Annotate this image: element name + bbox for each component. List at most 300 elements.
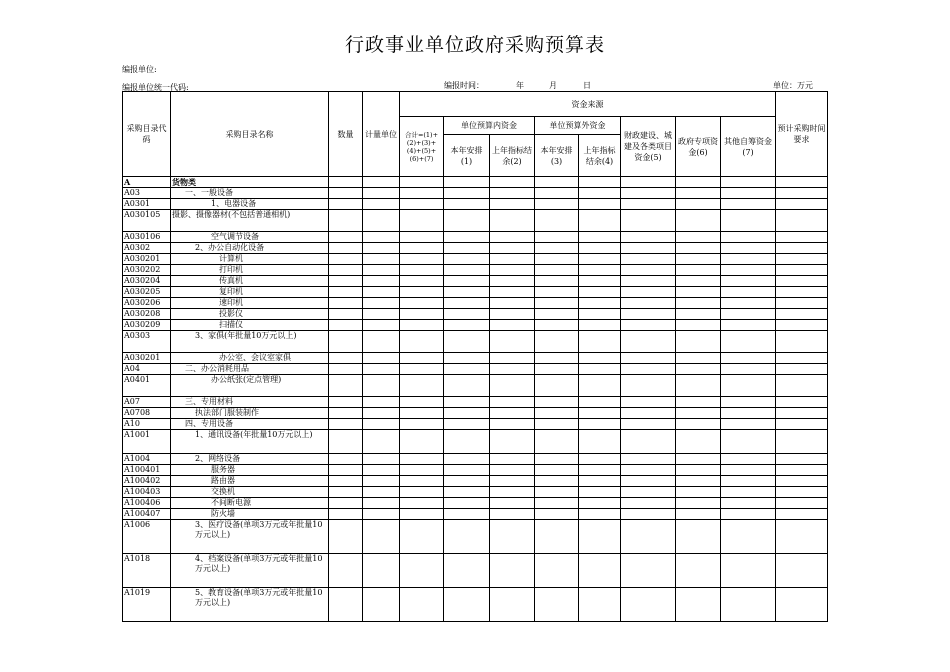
row-cell[interactable] <box>490 509 535 520</box>
row-cell[interactable] <box>363 309 400 320</box>
row-cell[interactable] <box>676 276 721 287</box>
row-cell[interactable] <box>444 465 490 476</box>
row-cell[interactable] <box>444 419 490 430</box>
row-cell[interactable] <box>621 498 676 509</box>
row-cell[interactable] <box>444 210 490 232</box>
row-cell[interactable] <box>776 177 828 188</box>
row-cell[interactable] <box>579 588 621 622</box>
row-cell[interactable] <box>776 375 828 397</box>
row-cell[interactable] <box>676 419 721 430</box>
row-cell[interactable] <box>535 588 579 622</box>
row-cell[interactable] <box>535 465 579 476</box>
row-cell[interactable] <box>676 487 721 498</box>
row-cell[interactable] <box>363 520 400 554</box>
row-cell[interactable] <box>444 254 490 265</box>
row-cell[interactable] <box>579 476 621 487</box>
row-cell[interactable] <box>579 254 621 265</box>
row-cell[interactable] <box>363 243 400 254</box>
row-cell[interactable] <box>621 199 676 210</box>
row-cell[interactable] <box>329 520 363 554</box>
row-cell[interactable] <box>776 210 828 232</box>
row-cell[interactable] <box>535 430 579 454</box>
row-cell[interactable] <box>329 210 363 232</box>
row-cell[interactable] <box>621 243 676 254</box>
row-cell[interactable] <box>363 364 400 375</box>
row-cell[interactable] <box>490 353 535 364</box>
row-cell[interactable] <box>535 309 579 320</box>
row-cell[interactable] <box>579 375 621 397</box>
row-cell[interactable] <box>444 454 490 465</box>
row-cell[interactable] <box>721 243 776 254</box>
row-cell[interactable] <box>676 243 721 254</box>
row-cell[interactable] <box>621 408 676 419</box>
row-cell[interactable] <box>490 520 535 554</box>
row-cell[interactable] <box>721 309 776 320</box>
row-cell[interactable] <box>776 199 828 210</box>
row-cell[interactable] <box>721 353 776 364</box>
row-cell[interactable] <box>579 554 621 588</box>
row-cell[interactable] <box>535 210 579 232</box>
row-cell[interactable] <box>444 287 490 298</box>
row-cell[interactable] <box>676 430 721 454</box>
row-cell[interactable] <box>490 364 535 375</box>
row-cell[interactable] <box>329 177 363 188</box>
row-cell[interactable] <box>579 353 621 364</box>
row-cell[interactable] <box>621 520 676 554</box>
row-cell[interactable] <box>444 188 490 199</box>
row-cell[interactable] <box>444 408 490 419</box>
row-cell[interactable] <box>400 353 444 364</box>
row-cell[interactable] <box>579 487 621 498</box>
row-cell[interactable] <box>776 454 828 465</box>
row-cell[interactable] <box>676 287 721 298</box>
row-cell[interactable] <box>490 498 535 509</box>
row-cell[interactable] <box>363 320 400 331</box>
row-cell[interactable] <box>776 188 828 199</box>
row-cell[interactable] <box>363 588 400 622</box>
row-cell[interactable] <box>721 254 776 265</box>
row-cell[interactable] <box>400 276 444 287</box>
row-cell[interactable] <box>363 177 400 188</box>
row-cell[interactable] <box>444 364 490 375</box>
row-cell[interactable] <box>444 309 490 320</box>
row-cell[interactable] <box>400 265 444 276</box>
row-cell[interactable] <box>776 276 828 287</box>
row-cell[interactable] <box>444 232 490 243</box>
row-cell[interactable] <box>579 298 621 309</box>
row-cell[interactable] <box>721 520 776 554</box>
row-cell[interactable] <box>444 397 490 408</box>
row-cell[interactable] <box>776 287 828 298</box>
row-cell[interactable] <box>776 232 828 243</box>
row-cell[interactable] <box>621 554 676 588</box>
row-cell[interactable] <box>721 476 776 487</box>
row-cell[interactable] <box>400 188 444 199</box>
row-cell[interactable] <box>621 465 676 476</box>
row-cell[interactable] <box>490 430 535 454</box>
row-cell[interactable] <box>400 232 444 243</box>
row-cell[interactable] <box>329 188 363 199</box>
row-cell[interactable] <box>329 498 363 509</box>
row-cell[interactable] <box>676 408 721 419</box>
row-cell[interactable] <box>444 353 490 364</box>
row-cell[interactable] <box>490 309 535 320</box>
row-cell[interactable] <box>363 408 400 419</box>
row-cell[interactable] <box>444 554 490 588</box>
row-cell[interactable] <box>444 375 490 397</box>
row-cell[interactable] <box>329 265 363 276</box>
row-cell[interactable] <box>363 465 400 476</box>
row-cell[interactable] <box>535 177 579 188</box>
row-cell[interactable] <box>329 487 363 498</box>
row-cell[interactable] <box>535 454 579 465</box>
row-cell[interactable] <box>400 298 444 309</box>
row-cell[interactable] <box>329 476 363 487</box>
row-cell[interactable] <box>329 419 363 430</box>
row-cell[interactable] <box>535 287 579 298</box>
row-cell[interactable] <box>535 232 579 243</box>
row-cell[interactable] <box>400 254 444 265</box>
row-cell[interactable] <box>721 554 776 588</box>
row-cell[interactable] <box>363 397 400 408</box>
row-cell[interactable] <box>444 430 490 454</box>
row-cell[interactable] <box>490 199 535 210</box>
row-cell[interactable] <box>721 320 776 331</box>
row-cell[interactable] <box>363 554 400 588</box>
row-cell[interactable] <box>535 199 579 210</box>
row-cell[interactable] <box>721 465 776 476</box>
row-cell[interactable] <box>444 520 490 554</box>
row-cell[interactable] <box>363 454 400 465</box>
row-cell[interactable] <box>676 210 721 232</box>
row-cell[interactable] <box>400 588 444 622</box>
row-cell[interactable] <box>535 487 579 498</box>
row-cell[interactable] <box>579 276 621 287</box>
row-cell[interactable] <box>676 254 721 265</box>
row-cell[interactable] <box>776 554 828 588</box>
row-cell[interactable] <box>579 232 621 243</box>
row-cell[interactable] <box>400 309 444 320</box>
row-cell[interactable] <box>676 232 721 243</box>
row-cell[interactable] <box>535 276 579 287</box>
row-cell[interactable] <box>444 265 490 276</box>
row-cell[interactable] <box>579 210 621 232</box>
row-cell[interactable] <box>490 588 535 622</box>
row-cell[interactable] <box>400 397 444 408</box>
row-cell[interactable] <box>676 309 721 320</box>
row-cell[interactable] <box>400 520 444 554</box>
row-cell[interactable] <box>535 188 579 199</box>
row-cell[interactable] <box>363 419 400 430</box>
row-cell[interactable] <box>579 320 621 331</box>
row-cell[interactable] <box>776 408 828 419</box>
row-cell[interactable] <box>776 520 828 554</box>
row-cell[interactable] <box>621 419 676 430</box>
row-cell[interactable] <box>579 430 621 454</box>
row-cell[interactable] <box>490 397 535 408</box>
row-cell[interactable] <box>676 199 721 210</box>
row-cell[interactable] <box>721 276 776 287</box>
row-cell[interactable] <box>400 465 444 476</box>
row-cell[interactable] <box>363 265 400 276</box>
row-cell[interactable] <box>621 430 676 454</box>
row-cell[interactable] <box>676 520 721 554</box>
row-cell[interactable] <box>400 210 444 232</box>
row-cell[interactable] <box>490 487 535 498</box>
row-cell[interactable] <box>400 199 444 210</box>
row-cell[interactable] <box>676 364 721 375</box>
row-cell[interactable] <box>400 419 444 430</box>
row-cell[interactable] <box>535 331 579 353</box>
row-cell[interactable] <box>400 243 444 254</box>
row-cell[interactable] <box>621 588 676 622</box>
row-cell[interactable] <box>535 397 579 408</box>
row-cell[interactable] <box>579 498 621 509</box>
row-cell[interactable] <box>490 210 535 232</box>
row-cell[interactable] <box>490 408 535 419</box>
row-cell[interactable] <box>363 188 400 199</box>
row-cell[interactable] <box>490 554 535 588</box>
row-cell[interactable] <box>721 364 776 375</box>
row-cell[interactable] <box>621 210 676 232</box>
row-cell[interactable] <box>579 419 621 430</box>
row-cell[interactable] <box>329 199 363 210</box>
row-cell[interactable] <box>329 243 363 254</box>
row-cell[interactable] <box>621 331 676 353</box>
row-cell[interactable] <box>676 465 721 476</box>
row-cell[interactable] <box>444 177 490 188</box>
row-cell[interactable] <box>676 177 721 188</box>
row-cell[interactable] <box>776 364 828 375</box>
row-cell[interactable] <box>676 375 721 397</box>
row-cell[interactable] <box>776 353 828 364</box>
row-cell[interactable] <box>400 487 444 498</box>
row-cell[interactable] <box>535 498 579 509</box>
row-cell[interactable] <box>721 408 776 419</box>
row-cell[interactable] <box>676 454 721 465</box>
row-cell[interactable] <box>621 397 676 408</box>
row-cell[interactable] <box>363 199 400 210</box>
row-cell[interactable] <box>776 430 828 454</box>
row-cell[interactable] <box>676 509 721 520</box>
row-cell[interactable] <box>444 199 490 210</box>
row-cell[interactable] <box>776 265 828 276</box>
row-cell[interactable] <box>621 476 676 487</box>
row-cell[interactable] <box>621 509 676 520</box>
row-cell[interactable] <box>776 487 828 498</box>
row-cell[interactable] <box>363 498 400 509</box>
row-cell[interactable] <box>676 265 721 276</box>
row-cell[interactable] <box>535 520 579 554</box>
row-cell[interactable] <box>490 287 535 298</box>
row-cell[interactable] <box>329 353 363 364</box>
row-cell[interactable] <box>579 188 621 199</box>
row-cell[interactable] <box>329 276 363 287</box>
row-cell[interactable] <box>776 298 828 309</box>
row-cell[interactable] <box>621 353 676 364</box>
row-cell[interactable] <box>721 588 776 622</box>
row-cell[interactable] <box>676 188 721 199</box>
row-cell[interactable] <box>329 465 363 476</box>
row-cell[interactable] <box>329 454 363 465</box>
row-cell[interactable] <box>579 454 621 465</box>
row-cell[interactable] <box>776 419 828 430</box>
row-cell[interactable] <box>579 199 621 210</box>
row-cell[interactable] <box>535 320 579 331</box>
row-cell[interactable] <box>721 487 776 498</box>
row-cell[interactable] <box>721 298 776 309</box>
row-cell[interactable] <box>579 287 621 298</box>
row-cell[interactable] <box>490 265 535 276</box>
row-cell[interactable] <box>776 465 828 476</box>
row-cell[interactable] <box>490 465 535 476</box>
row-cell[interactable] <box>621 309 676 320</box>
row-cell[interactable] <box>444 476 490 487</box>
row-cell[interactable] <box>444 588 490 622</box>
row-cell[interactable] <box>363 375 400 397</box>
row-cell[interactable] <box>444 243 490 254</box>
row-cell[interactable] <box>721 199 776 210</box>
row-cell[interactable] <box>535 419 579 430</box>
row-cell[interactable] <box>621 232 676 243</box>
row-cell[interactable] <box>329 232 363 243</box>
row-cell[interactable] <box>444 298 490 309</box>
row-cell[interactable] <box>621 487 676 498</box>
row-cell[interactable] <box>535 364 579 375</box>
row-cell[interactable] <box>363 210 400 232</box>
row-cell[interactable] <box>490 188 535 199</box>
row-cell[interactable] <box>721 210 776 232</box>
row-cell[interactable] <box>329 287 363 298</box>
row-cell[interactable] <box>400 364 444 375</box>
row-cell[interactable] <box>676 588 721 622</box>
row-cell[interactable] <box>490 298 535 309</box>
row-cell[interactable] <box>676 476 721 487</box>
row-cell[interactable] <box>579 331 621 353</box>
row-cell[interactable] <box>776 476 828 487</box>
row-cell[interactable] <box>535 554 579 588</box>
row-cell[interactable] <box>400 177 444 188</box>
row-cell[interactable] <box>490 419 535 430</box>
row-cell[interactable] <box>776 588 828 622</box>
row-cell[interactable] <box>676 498 721 509</box>
row-cell[interactable] <box>579 397 621 408</box>
row-cell[interactable] <box>490 476 535 487</box>
row-cell[interactable] <box>579 177 621 188</box>
row-cell[interactable] <box>363 487 400 498</box>
row-cell[interactable] <box>363 276 400 287</box>
row-cell[interactable] <box>329 375 363 397</box>
row-cell[interactable] <box>329 364 363 375</box>
row-cell[interactable] <box>400 498 444 509</box>
row-cell[interactable] <box>721 232 776 243</box>
row-cell[interactable] <box>535 353 579 364</box>
row-cell[interactable] <box>363 331 400 353</box>
row-cell[interactable] <box>490 454 535 465</box>
row-cell[interactable] <box>400 554 444 588</box>
row-cell[interactable] <box>363 287 400 298</box>
row-cell[interactable] <box>444 509 490 520</box>
row-cell[interactable] <box>490 177 535 188</box>
row-cell[interactable] <box>490 320 535 331</box>
row-cell[interactable] <box>400 476 444 487</box>
row-cell[interactable] <box>329 408 363 419</box>
row-cell[interactable] <box>579 265 621 276</box>
row-cell[interactable] <box>363 353 400 364</box>
row-cell[interactable] <box>621 298 676 309</box>
row-cell[interactable] <box>444 487 490 498</box>
row-cell[interactable] <box>579 465 621 476</box>
row-cell[interactable] <box>444 498 490 509</box>
row-cell[interactable] <box>776 498 828 509</box>
row-cell[interactable] <box>329 309 363 320</box>
row-cell[interactable] <box>329 554 363 588</box>
row-cell[interactable] <box>621 287 676 298</box>
row-cell[interactable] <box>329 331 363 353</box>
row-cell[interactable] <box>621 375 676 397</box>
row-cell[interactable] <box>721 287 776 298</box>
row-cell[interactable] <box>776 320 828 331</box>
row-cell[interactable] <box>721 419 776 430</box>
row-cell[interactable] <box>363 476 400 487</box>
row-cell[interactable] <box>676 397 721 408</box>
row-cell[interactable] <box>721 498 776 509</box>
row-cell[interactable] <box>579 364 621 375</box>
row-cell[interactable] <box>400 408 444 419</box>
row-cell[interactable] <box>400 454 444 465</box>
row-cell[interactable] <box>621 188 676 199</box>
row-cell[interactable] <box>444 276 490 287</box>
row-cell[interactable] <box>721 454 776 465</box>
row-cell[interactable] <box>490 243 535 254</box>
row-cell[interactable] <box>621 265 676 276</box>
row-cell[interactable] <box>329 397 363 408</box>
row-cell[interactable] <box>329 509 363 520</box>
row-cell[interactable] <box>400 375 444 397</box>
row-cell[interactable] <box>721 509 776 520</box>
row-cell[interactable] <box>490 331 535 353</box>
row-cell[interactable] <box>490 375 535 397</box>
row-cell[interactable] <box>535 509 579 520</box>
row-cell[interactable] <box>329 320 363 331</box>
row-cell[interactable] <box>776 309 828 320</box>
row-cell[interactable] <box>776 331 828 353</box>
row-cell[interactable] <box>329 298 363 309</box>
row-cell[interactable] <box>363 254 400 265</box>
row-cell[interactable] <box>363 430 400 454</box>
row-cell[interactable] <box>444 320 490 331</box>
row-cell[interactable] <box>621 320 676 331</box>
row-cell[interactable] <box>721 430 776 454</box>
row-cell[interactable] <box>329 588 363 622</box>
row-cell[interactable] <box>676 353 721 364</box>
row-cell[interactable] <box>400 430 444 454</box>
row-cell[interactable] <box>721 177 776 188</box>
row-cell[interactable] <box>579 243 621 254</box>
row-cell[interactable] <box>579 408 621 419</box>
row-cell[interactable] <box>535 298 579 309</box>
row-cell[interactable] <box>676 331 721 353</box>
row-cell[interactable] <box>621 276 676 287</box>
row-cell[interactable] <box>776 509 828 520</box>
row-cell[interactable] <box>721 331 776 353</box>
row-cell[interactable] <box>490 254 535 265</box>
row-cell[interactable] <box>363 232 400 243</box>
row-cell[interactable] <box>400 320 444 331</box>
row-cell[interactable] <box>400 509 444 520</box>
row-cell[interactable] <box>329 430 363 454</box>
row-cell[interactable] <box>444 331 490 353</box>
